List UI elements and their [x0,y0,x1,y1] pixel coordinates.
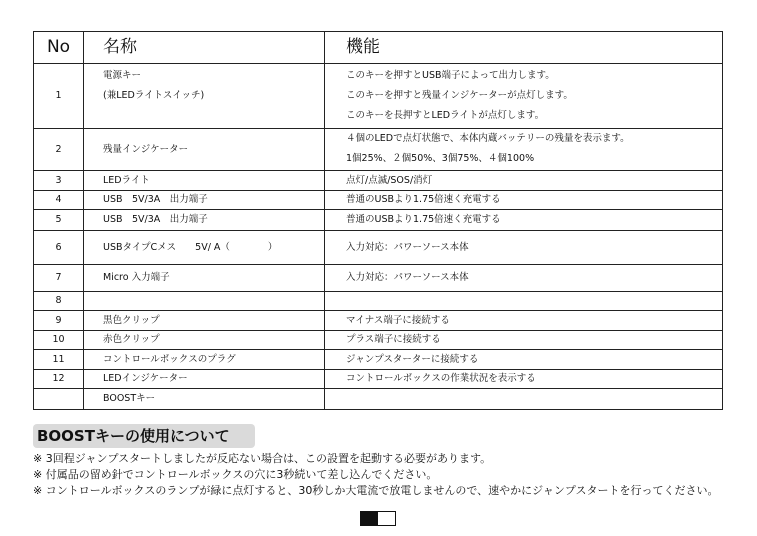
row-name [84,190,325,210]
row-no: 10 [34,330,84,350]
table-row [34,369,723,389]
row-name [84,264,325,291]
table-row [34,128,723,170]
name-line: 電源キー [103,69,142,81]
row-function [325,264,723,291]
row-function [325,389,723,410]
row-function [325,171,723,191]
row-name [84,389,325,410]
row-function [325,64,723,129]
name-line: コントロールボックスのプラグ [103,353,236,365]
row-no: 3 [34,171,84,191]
name-line: 黒色クリップ [103,314,160,326]
row-function [325,128,723,170]
table-body [34,64,723,410]
row-name [84,210,325,231]
name-line: 残量インジケーター [103,143,189,155]
row-name [84,171,325,191]
function-line: このキーを押すとUSB端子によって出力します。 [346,69,555,81]
row-no: 9 [34,311,84,331]
row-no: 8 [34,291,84,311]
row-function [325,291,723,311]
function-line: 1個25%、２個50%、3個75%、４個100% [346,153,535,165]
boost-note-3: ※ コントロールボックスのランプが緑に点灯すると、30秒しか大電流で放電しませんので、速やかにジャンプスタートを行ってください。 [33,484,719,497]
name-line: BOOSTキー [103,393,156,405]
table-row [34,190,723,210]
page-indicator [360,511,396,526]
page-indicator-fill [361,512,378,525]
function-line: 普通のUSBより1.75倍速く充電する [346,214,501,226]
table-row [34,330,723,350]
table-row [34,264,723,291]
row-name [84,64,325,129]
row-no [34,389,84,410]
row-name [84,128,325,170]
row-name [84,330,325,350]
table-row [34,64,723,129]
name-line: LEDインジケーター [103,373,188,385]
boost-note-2: ※ 付属品の留め針でコントロールボックスの穴に3秒続いて差し込んでください。 [33,468,438,481]
row-no: 12 [34,369,84,389]
row-function [325,210,723,231]
function-line: 入力対応：パワーソース本体 [346,241,469,253]
name-line: 赤色クリップ [103,334,160,346]
row-no: 5 [34,210,84,231]
header-function: 機能 [325,32,723,64]
boost-note-1: ※ 3回程ジャンプスタートしましたが反応ない場合は、この設置を起動する必要があります。 [33,452,492,465]
table-row [34,210,723,231]
name-line: Micro 入力端子 [103,271,170,283]
name-line: USB 5V/3A 出力端子 [103,194,208,206]
row-no: 7 [34,264,84,291]
function-line: プラス端子に接続する [346,334,441,346]
row-name [84,350,325,370]
name-line: (兼LEDライトスイッチ) [103,89,205,101]
row-no: 2 [34,128,84,170]
function-line: 点灯/点滅/SOS/消灯 [346,174,433,186]
table-row [34,171,723,191]
function-line: コントロールボックスの作業状況を表示する [346,373,536,385]
row-function [325,230,723,264]
header-no: No [34,32,84,64]
function-line: ジャンプスターターに接続する [346,353,479,365]
function-line: ４個のLEDで点灯状態で、本体内蔵バッテリーの残量を表示ます。 [346,133,630,145]
row-function [325,369,723,389]
row-function [325,350,723,370]
row-function [325,190,723,210]
row-name [84,291,325,311]
name-line: LEDライト [103,174,150,186]
function-line: 入力対応：パワーソース本体 [346,271,469,283]
function-line: 普通のUSBより1.75倍速く充電する [346,194,501,206]
name-line: USB 5V/3A 出力端子 [103,214,208,226]
row-function [325,311,723,331]
table-row [34,230,723,264]
table-row [34,389,723,410]
spec-table [33,31,723,410]
table-header-row [34,32,723,64]
row-function [325,330,723,350]
row-name [84,230,325,264]
boost-section-title: BOOSTキーの使用について [33,424,255,448]
function-line: このキーを押すと残量インジケーターが点灯します。 [346,89,573,101]
row-no: 4 [34,190,84,210]
function-line: マイナス端子に接続する [346,314,450,326]
table-row [34,350,723,370]
table-row [34,311,723,331]
function-line: このキーを長押すとLEDライトが点灯します。 [346,109,545,121]
row-name [84,311,325,331]
name-line [103,106,324,126]
row-no: 1 [34,64,84,129]
table-row [34,291,723,311]
header-name: 名称 [84,32,325,64]
row-no: 11 [34,350,84,370]
row-name [84,369,325,389]
name-line: USBタイプCメス 5V/ A（ ） [103,241,278,253]
row-no: 6 [34,230,84,264]
